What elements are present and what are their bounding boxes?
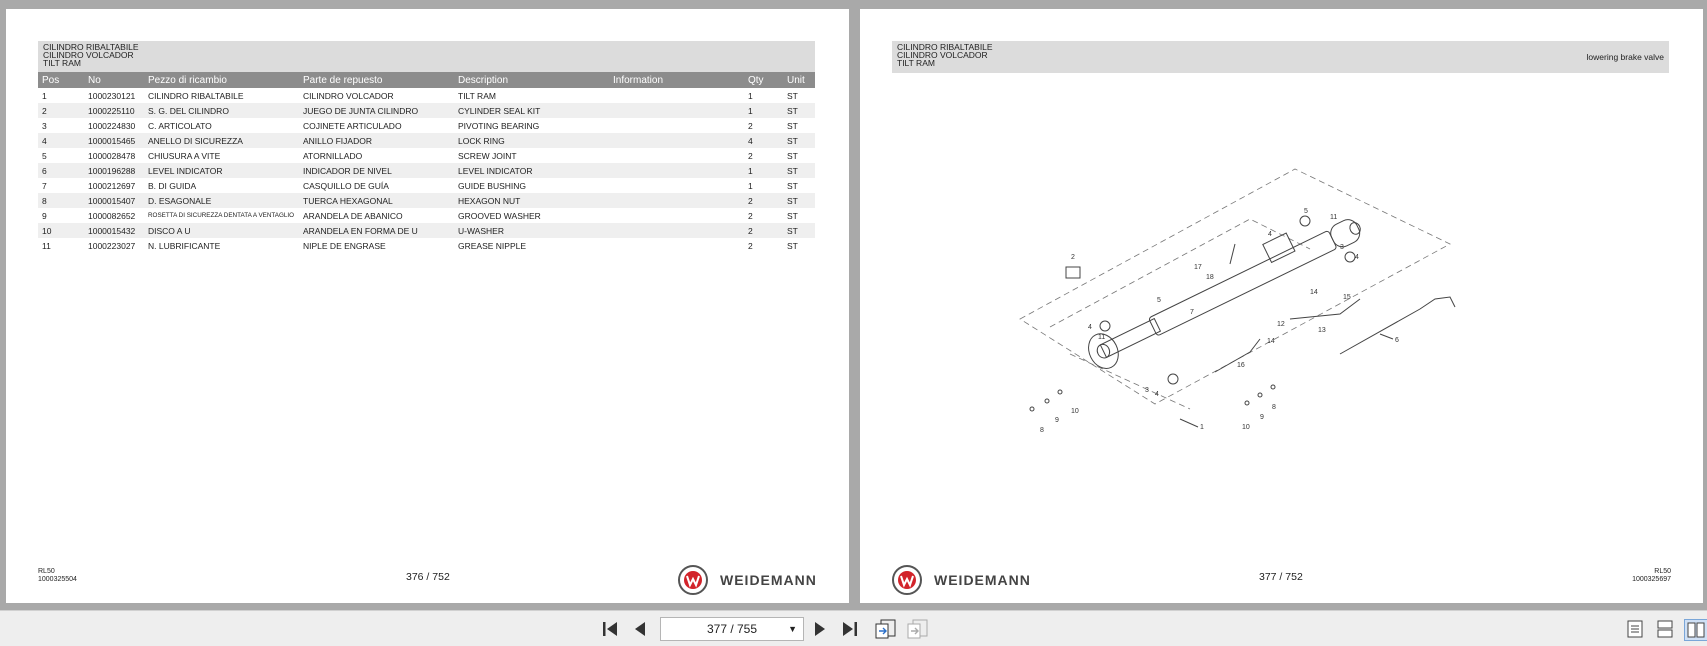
footer-number: 1000325504 [38,576,77,583]
svg-text:8: 8 [1272,404,1276,411]
column-header: Description [454,72,609,88]
footer-number: 1000325697 [1632,576,1671,583]
table-cell: 4 [744,133,783,148]
table-row [38,193,815,208]
svg-text:14: 14 [1310,289,1318,296]
table-cell: TUERCA HEXAGONAL [299,193,454,208]
table-cell: CHIUSURA A VITE [148,150,221,161]
left-page [6,9,849,603]
column-header: Pos [38,72,84,88]
table-row [38,238,815,253]
table-cell: CYLINDER SEAL KIT [454,103,609,118]
footer-model: RL50 [1654,568,1671,575]
svg-text:14: 14 [1267,338,1275,345]
svg-text:8: 8 [1040,427,1044,434]
svg-text:4: 4 [1355,254,1359,261]
table-cell: 1 [744,163,783,178]
table-cell: 6 [38,163,84,178]
footer-model: RL50 [38,568,55,575]
table-cell: 2 [748,150,753,161]
table-cell: 1000230121 [88,90,136,101]
table-cell: 9 [42,210,47,221]
svg-text:18: 18 [1206,274,1214,281]
table-cell [609,133,744,148]
table-cell [609,178,744,193]
footer-model-info [38,568,77,584]
parts-table-body [38,88,815,253]
go-back-icon[interactable] [873,619,899,639]
table-cell: ARANDELA DE ABANICO [303,210,403,221]
go-forward-icon[interactable] [905,619,931,639]
table-cell [609,103,744,118]
table-cell: 11 [42,240,51,251]
header-line: TILT RAM [43,58,81,68]
footer-model-info [1632,568,1671,584]
column-header: No [84,72,144,88]
svg-text:10: 10 [1071,408,1079,415]
table-cell: ROSETTA DI SICUREZZA DENTATA A VENTAGLIO [148,212,295,219]
column-header: Unit [783,72,815,88]
first-page-icon[interactable] [598,619,622,639]
svg-text:4: 4 [1088,324,1092,331]
table-cell: TILT RAM [458,90,496,101]
table-cell: GUIDE BUSHING [458,180,527,191]
table-cell: ST [787,120,798,131]
table-cell: INDICADOR DE NIVEL [299,163,454,178]
table-row [38,133,815,148]
weidemann-logo [678,565,817,595]
page-number: 377 / 752 [1259,571,1303,583]
table-cell: 1000015432 [84,223,144,238]
table-cell: SCREW JOINT [458,150,517,161]
table-cell: 1 [744,103,783,118]
parts-group-header [38,41,815,73]
svg-text:3: 3 [1340,244,1344,251]
table-cell: 5 [42,150,47,161]
table-cell: JUEGO DE JUNTA CILINDRO [299,103,454,118]
svg-text:5: 5 [1304,208,1308,215]
svg-text:13: 13 [1318,327,1326,334]
table-row [38,208,815,223]
table-cell: 2 [744,223,783,238]
header-note: lowering brake valve [1586,52,1664,62]
table-cell: 7 [42,180,47,191]
table-cell: LEVEL INDICATOR [454,163,609,178]
svg-text:16: 16 [1237,362,1245,369]
svg-text:10: 10 [1242,424,1250,431]
table-row [38,118,815,133]
prev-page-icon[interactable] [628,619,652,639]
table-cell: COJINETE ARTICULADO [303,120,402,131]
brand-name: WEIDEMANN [934,572,1031,588]
table-cell: 2 [748,210,753,221]
table-row [38,88,815,103]
table-cell: ST [787,240,798,251]
table-cell: ST [787,180,798,191]
table-cell [609,238,744,253]
table-cell: CILINDRO RIBALTABILE [148,90,244,101]
exploded-parts-diagram [1010,149,1470,449]
brand-name: WEIDEMANN [720,572,817,588]
table-cell: 1 [748,90,753,101]
table-cell: B. DI GUIDA [148,180,197,191]
svg-text:11: 11 [1330,214,1338,221]
table-cell: 1000028478 [88,150,136,161]
table-cell: 2 [748,240,753,251]
svg-text:5: 5 [1157,297,1161,304]
weidemann-logo-icon [678,565,708,595]
table-cell: 2 [748,120,753,131]
table-cell: 8 [38,193,84,208]
svg-text:9: 9 [1260,414,1264,421]
table-cell: ANILLO FIJADOR [299,133,454,148]
last-page-icon[interactable] [838,619,862,639]
table-cell: NIPLE DE ENGRASE [303,240,386,251]
table-cell [609,193,744,208]
page-number-value: 377 / 755 [706,622,758,636]
table-cell: 3 [42,120,47,131]
table-cell: 4 [38,133,84,148]
svg-text:3: 3 [1145,387,1149,394]
column-header: Qty [744,72,783,88]
table-cell: LEVEL INDICATOR [144,163,299,178]
table-cell: LOCK RING [454,133,609,148]
single-page-view-icon[interactable] [1624,619,1646,639]
weidemann-logo [892,565,1031,595]
table-row [38,178,815,193]
table-cell: N. LUBRIFICANTE [148,240,221,251]
table-cell: ST [787,90,798,101]
svg-text:2: 2 [1071,254,1075,261]
table-cell: ST [787,210,798,221]
two-page-view-icon[interactable] [1684,619,1707,641]
table-cell: GREASE NIPPLE [458,240,527,251]
table-cell [609,208,744,223]
svg-text:4: 4 [1155,391,1159,398]
table-cell: ST [783,223,815,238]
table-cell: 1000212697 [88,180,136,191]
table-cell: ANELLO DI SICUREZZA [144,133,299,148]
table-cell: S. G. DEL CILINDRO [144,103,299,118]
weidemann-logo-icon [892,565,922,595]
table-cell: 10 [38,223,84,238]
table-cell: CASQUILLO DE GUÍA [303,180,389,191]
table-cell: 1000225110 [84,103,144,118]
table-cell: DISCO A U [144,223,299,238]
table-cell: HEXAGON NUT [454,193,609,208]
table-cell: 1000196288 [84,163,144,178]
table-cell: ST [787,150,798,161]
table-cell: CILINDRO VOLCADOR [303,90,394,101]
page-number: 376 / 752 [406,571,450,583]
chevron-down-icon[interactable]: ▼ [788,624,797,634]
table-row [38,148,815,163]
table-cell [609,118,744,133]
table-cell: 1000224830 [88,120,136,131]
parts-table [38,72,815,253]
svg-text:6: 6 [1395,337,1399,344]
table-row [38,223,815,238]
svg-text:9: 9 [1055,417,1059,424]
header-line: CILINDRO VOLCADOR [897,50,988,60]
table-cell [609,148,744,163]
table-cell: ARANDELA EN FORMA DE U [299,223,454,238]
table-cell: 1 [42,90,47,101]
table-cell: 1000015407 [84,193,144,208]
header-line: CILINDRO VOLCADOR [43,50,134,60]
table-cell [609,163,744,178]
svg-text:1: 1 [1200,424,1204,431]
table-cell [609,88,744,103]
table-cell: 1000223027 [88,240,136,251]
page-number-input[interactable] [660,617,804,641]
column-header: Pezzo di ricambio [144,72,299,88]
table-cell: 2 [38,103,84,118]
svg-text:7: 7 [1190,309,1194,316]
table-cell: 1 [748,180,753,191]
table-cell: ST [783,163,815,178]
table-cell: 1000082652 [88,210,136,221]
table-cell: 1000015465 [84,133,144,148]
svg-text:12: 12 [1277,321,1285,328]
next-page-icon[interactable] [808,619,832,639]
header-line: CILINDRO RIBALTABILE [43,42,139,52]
table-cell: C. ARTICOLATO [148,120,212,131]
table-cell: U-WASHER [454,223,609,238]
diagram-header [892,41,1669,73]
table-row [38,103,815,118]
table-cell: ATORNILLADO [303,150,363,161]
table-cell: D. ESAGONALE [144,193,299,208]
table-cell: ST [783,103,815,118]
svg-text:17: 17 [1194,264,1202,271]
column-header: Information [609,72,744,88]
viewer-toolbar [0,610,1707,646]
table-header-row [38,72,815,88]
right-page [860,9,1703,603]
table-cell: ST [783,193,815,208]
header-line: TILT RAM [897,58,935,68]
continuous-view-icon[interactable] [1654,619,1676,639]
table-cell: ST [783,133,815,148]
svg-text:11: 11 [1098,334,1106,341]
table-cell: PIVOTING BEARING [458,120,540,131]
table-row [38,163,815,178]
table-cell [609,223,744,238]
table-cell: GROOVED WASHER [458,210,541,221]
svg-text:4: 4 [1268,231,1272,238]
svg-text:15: 15 [1343,294,1351,301]
column-header: Parte de repuesto [299,72,454,88]
header-line: CILINDRO RIBALTABILE [897,42,993,52]
table-cell: 2 [744,193,783,208]
